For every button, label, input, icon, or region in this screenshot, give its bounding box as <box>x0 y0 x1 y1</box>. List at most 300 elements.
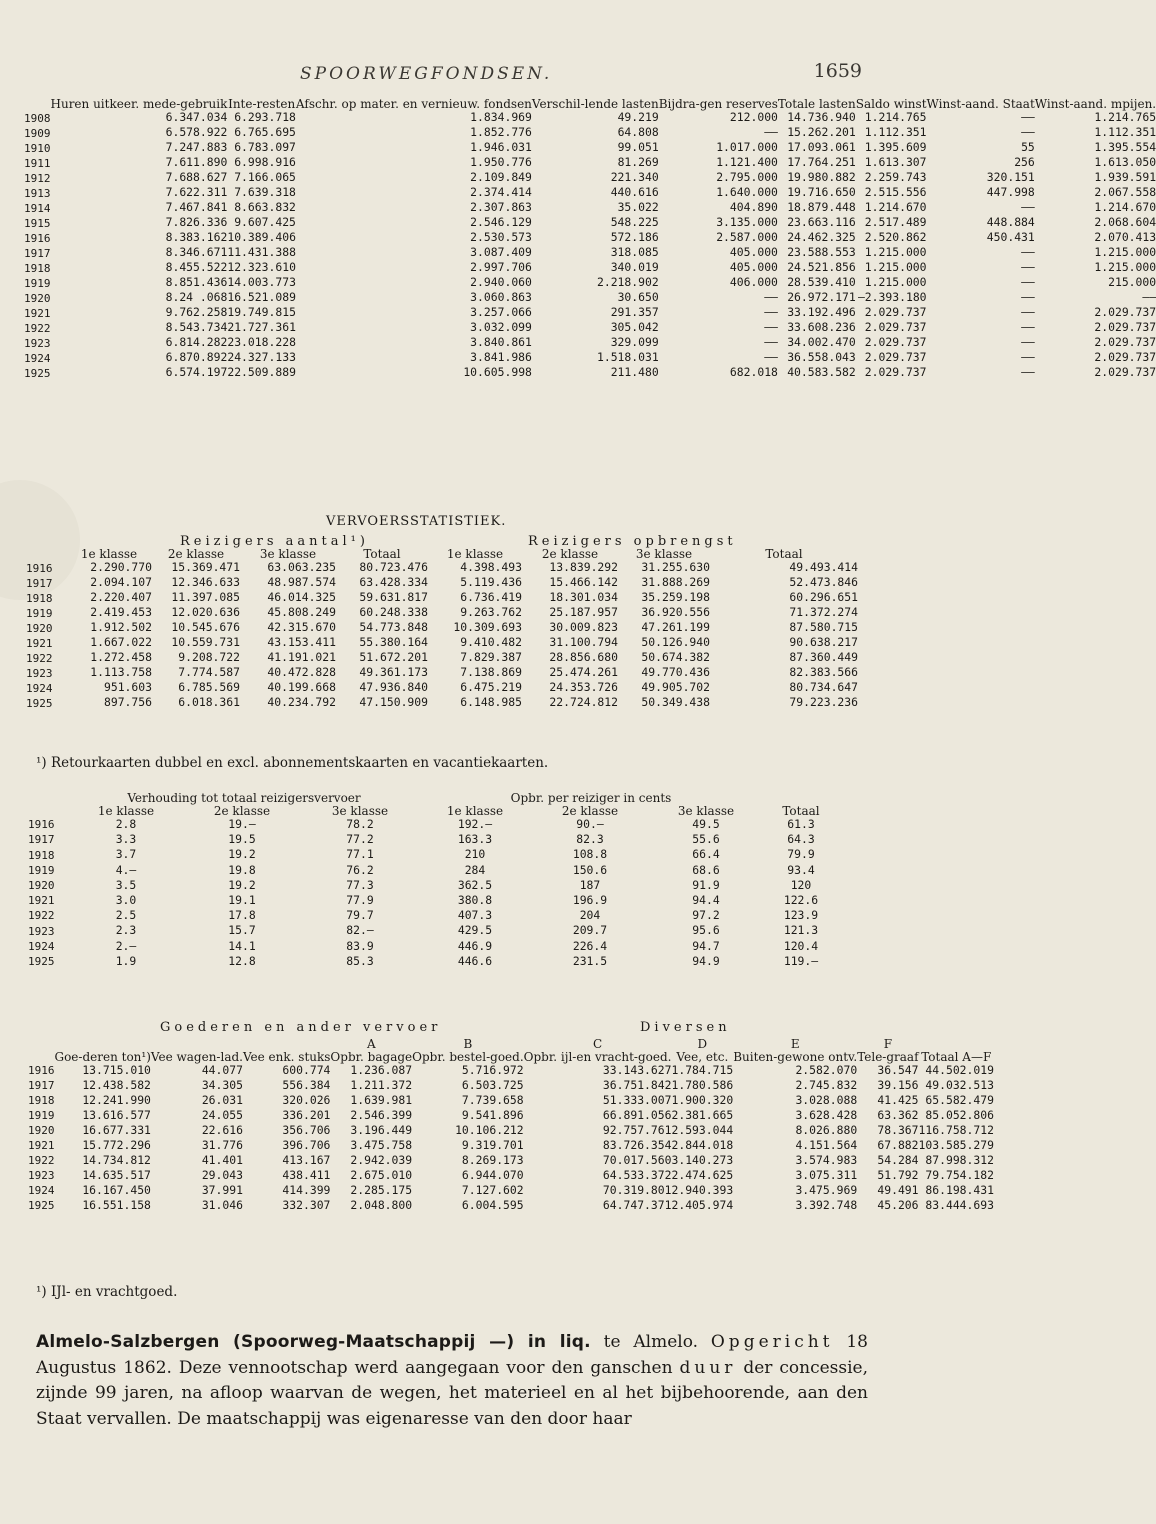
value-cell: 1.834.969 <box>470 110 532 125</box>
table-row <box>28 832 840 847</box>
value-cell: 1.214.765 <box>864 110 927 125</box>
value-cell: 226.4 <box>572 938 608 953</box>
value-cell: 7.127.602 <box>461 1182 524 1197</box>
year-cell: 1925 <box>28 1199 55 1213</box>
value-cell: 64.3 <box>787 832 815 847</box>
table-row <box>24 306 1156 321</box>
value-cell: —— <box>1021 260 1035 275</box>
value-cell: 2.029.737 <box>864 305 927 320</box>
table-row <box>28 1123 994 1138</box>
table-row <box>24 216 1156 231</box>
year-cell: 1925 <box>28 954 55 968</box>
table-row <box>24 291 1156 306</box>
value-cell: 2.940.060 <box>470 275 532 290</box>
value-cell: 44.077 <box>201 1062 243 1077</box>
table-header-row <box>28 1051 994 1064</box>
value-cell: 43.153.411 <box>267 635 336 650</box>
column-header: Winst-aand. Staat <box>926 97 1035 111</box>
value-cell: 39.156 <box>877 1077 919 1092</box>
table-row <box>28 1138 994 1153</box>
table-row <box>24 351 1156 366</box>
year-cell: 1916 <box>28 1064 55 1078</box>
reizigers-aantal-heading: Reizigers aantal¹) <box>180 534 369 549</box>
value-cell: 15.369.471 <box>171 560 240 575</box>
value-cell: 40.472.828 <box>267 665 336 680</box>
value-cell: 85.052.806 <box>925 1107 994 1122</box>
value-cell: 380.8 <box>457 893 493 908</box>
table-row <box>24 111 1156 126</box>
value-cell: 15.7 <box>228 923 256 938</box>
value-cell: 16.677.331 <box>82 1122 151 1137</box>
value-cell: 1.395.609 <box>864 140 927 155</box>
value-cell: 119.— <box>783 953 819 968</box>
value-cell: 1.946.031 <box>470 140 532 155</box>
value-cell: —— <box>1021 350 1035 365</box>
value-cell: 3.628.428 <box>795 1107 858 1122</box>
value-cell: 7.639.318 <box>234 185 296 200</box>
value-cell: 7.467.841 <box>165 200 228 215</box>
value-cell: 8.346.671 <box>165 245 228 260</box>
column-header: 1e klasse <box>446 547 504 561</box>
value-cell: 1.112.351 <box>1094 125 1156 140</box>
value-cell: 40.583.582 <box>787 365 856 380</box>
value-cell: 2.220.407 <box>90 590 152 605</box>
value-cell: 8.543.734 <box>165 320 228 335</box>
value-cell: 23.663.116 <box>787 215 856 230</box>
value-cell: 77.3 <box>346 877 374 892</box>
value-cell: 2.218.902 <box>596 275 659 290</box>
column-letter: C <box>592 1037 603 1051</box>
table-row <box>28 1153 994 1168</box>
column-header: 1e klasse <box>80 547 138 561</box>
value-cell: 31.776 <box>201 1137 243 1152</box>
value-cell: 31.046 <box>201 1197 243 1212</box>
value-cell: 3.392.748 <box>795 1197 858 1212</box>
value-cell: 36.920.556 <box>641 605 710 620</box>
column-header: 2e klasse <box>561 803 619 818</box>
value-cell: 9.410.482 <box>460 635 522 650</box>
year-cell: 1920 <box>24 291 51 305</box>
value-cell: 211.480 <box>610 365 659 380</box>
value-cell: 8.24 .068 <box>165 290 228 305</box>
value-cell: 28.856.680 <box>549 650 618 665</box>
value-cell: 54.773.848 <box>359 620 428 635</box>
year-cell: 1910 <box>24 141 51 155</box>
value-cell: 4.151.564 <box>795 1137 858 1152</box>
value-cell: 17.764.251 <box>787 155 856 170</box>
value-cell: 15.466.142 <box>549 575 618 590</box>
value-cell: 60.296.651 <box>789 590 858 605</box>
value-cell: 2.474.625 <box>671 1167 734 1182</box>
value-cell: —— <box>1021 125 1035 140</box>
year-cell: 1921 <box>28 894 55 908</box>
value-cell: 14.734.812 <box>82 1152 151 1167</box>
value-cell: 3.028.088 <box>795 1092 858 1107</box>
value-cell: 26.031 <box>201 1092 243 1107</box>
value-cell: 209.7 <box>572 923 608 938</box>
value-cell: 405.000 <box>729 245 778 260</box>
value-cell: 305.042 <box>610 320 659 335</box>
value-cell: 5.119.436 <box>460 575 522 590</box>
column-header: Verschil-lende lasten <box>531 97 659 111</box>
value-cell: 97.2 <box>692 908 720 923</box>
value-cell: 65.582.479 <box>925 1092 994 1107</box>
value-cell: 36.547 <box>877 1062 919 1077</box>
value-cell: 22.509.889 <box>227 365 296 380</box>
value-cell: 2.048.800 <box>350 1197 413 1212</box>
value-cell: 63.063.235 <box>267 560 336 575</box>
value-cell: 1.780.586 <box>671 1077 734 1092</box>
value-cell: 336.201 <box>282 1107 331 1122</box>
value-cell: 2.029.737 <box>864 320 927 335</box>
value-cell: 7.611.890 <box>165 155 228 170</box>
column-header: 1e klasse <box>97 803 155 818</box>
company-name: Almelo-Salzbergen (Spoorweg-Maatschappij —) in liq. <box>36 1332 591 1352</box>
table-row <box>24 141 1156 156</box>
table-row <box>24 156 1156 171</box>
column-header: Opbr. ijl-en vracht-goed. <box>523 1049 672 1064</box>
table-row <box>28 1093 994 1108</box>
value-cell: 1.113.758 <box>90 665 152 680</box>
value-cell: 121.3 <box>783 923 819 938</box>
value-cell: 2.029.737 <box>1094 350 1156 365</box>
passenger-table <box>26 548 858 711</box>
value-cell: 14.1 <box>228 938 256 953</box>
value-cell: 63.362 <box>877 1107 919 1122</box>
value-cell: —— <box>764 350 778 365</box>
value-cell: 3.032.099 <box>470 320 532 335</box>
value-cell: 3.257.066 <box>470 305 532 320</box>
year-cell: 1922 <box>28 909 55 923</box>
year-cell: 1923 <box>28 924 55 938</box>
value-cell: —— <box>1021 305 1035 320</box>
value-cell: 7.826.336 <box>165 215 228 230</box>
value-cell: 1.215.000 <box>864 245 927 260</box>
year-cell: 1924 <box>26 681 53 695</box>
value-cell: 70.319.801 <box>602 1182 672 1197</box>
value-cell: 2.259.743 <box>864 170 927 185</box>
value-cell: 78.367 <box>877 1122 919 1137</box>
year-cell: 1918 <box>28 848 55 862</box>
value-cell: 6.578.922 <box>165 125 228 140</box>
verhouding-heading: Verhouding tot totaal reizigersvervoer <box>127 791 361 805</box>
table-row <box>24 261 1156 276</box>
value-cell: 6.814.282 <box>165 335 228 350</box>
value-cell: 64.533.372 <box>602 1167 672 1182</box>
value-cell: 2.374.414 <box>470 185 532 200</box>
value-cell: 8.026.880 <box>795 1122 858 1137</box>
column-header: Goe-deren ton¹) <box>54 1049 151 1064</box>
value-cell: 2.029.737 <box>1094 320 1156 335</box>
value-cell: 3.574.983 <box>795 1152 858 1167</box>
value-cell: 85.3 <box>346 953 374 968</box>
value-cell: 9.762.258 <box>165 305 228 320</box>
value-cell: 2.546.399 <box>350 1107 413 1122</box>
table-row <box>28 954 840 969</box>
column-header: Vee wagen-lad. <box>150 1049 243 1064</box>
table-row <box>26 591 858 606</box>
column-letter: F <box>883 1037 893 1051</box>
value-cell: 2.109.849 <box>470 170 532 185</box>
value-cell: 3.087.409 <box>470 245 532 260</box>
value-cell: 1.900.320 <box>671 1092 734 1107</box>
value-cell: —— <box>1021 365 1035 380</box>
value-cell: 440.616 <box>610 185 659 200</box>
value-cell: 76.2 <box>346 862 374 877</box>
value-cell: 12.346.633 <box>171 575 240 590</box>
year-cell: 1918 <box>28 1094 55 1108</box>
vervoer-title: VERVOERSSTATISTIEK. <box>326 514 507 529</box>
column-header: Bijdra-gen reserves <box>658 97 778 111</box>
value-cell: 80.734.647 <box>789 680 858 695</box>
value-cell: 11.397.085 <box>171 590 240 605</box>
column-header: Opbr. bestel-goed. <box>412 1049 524 1064</box>
value-cell: 49.493.414 <box>789 560 858 575</box>
value-cell: 2.405.974 <box>671 1197 734 1212</box>
company-text: 18 Augustus 1862. Deze vennootschap werd aangegaan voor den ganschen <box>36 1332 868 1378</box>
table-row <box>28 908 840 923</box>
table-row <box>24 171 1156 186</box>
value-cell: 6.503.725 <box>461 1077 524 1092</box>
value-cell: 34.002.470 <box>787 335 856 350</box>
value-cell: 1.667.022 <box>90 635 152 650</box>
value-cell: 46.014.325 <box>267 590 336 605</box>
value-cell: 1.912.502 <box>90 620 152 635</box>
value-cell: 22.724.812 <box>549 695 618 710</box>
value-cell: 2.067.558 <box>1094 185 1156 200</box>
value-cell: 94.9 <box>692 953 720 968</box>
value-cell: 362.5 <box>457 877 493 892</box>
table-row <box>24 336 1156 351</box>
opgericht-label: Opgericht <box>710 1332 834 1352</box>
value-cell: 120 <box>790 877 812 892</box>
value-cell: 450.431 <box>986 230 1035 245</box>
value-cell: 429.5 <box>457 923 493 938</box>
value-cell: 77.2 <box>346 832 374 847</box>
opbrengst-per-reiziger-heading: Opbr. per reiziger in cents <box>510 791 672 805</box>
value-cell: 407.3 <box>457 908 493 923</box>
value-cell: 2.517.489 <box>864 215 927 230</box>
value-cell: 332.307 <box>282 1197 331 1212</box>
value-cell: 1.9 <box>115 953 137 968</box>
value-cell: 2.029.737 <box>864 335 927 350</box>
value-cell: 10.309.693 <box>453 620 522 635</box>
value-cell: 556.384 <box>282 1077 331 1092</box>
value-cell: 78.2 <box>346 817 374 832</box>
value-cell: 3.841.986 <box>470 350 532 365</box>
value-cell: 2.381.665 <box>671 1107 734 1122</box>
value-cell: 8.383.162 <box>165 230 228 245</box>
value-cell: 49.491 <box>877 1182 919 1197</box>
value-cell: 6.018.361 <box>178 695 240 710</box>
value-cell: 3.7 <box>115 847 137 862</box>
value-cell: 60.248.338 <box>359 605 428 620</box>
year-cell: 1920 <box>28 1124 55 1138</box>
year-cell: 1917 <box>28 833 55 847</box>
value-cell: 71.372.274 <box>789 605 858 620</box>
passenger-footnote: ¹) Retourkaarten dubbel en excl. abonnementskaarten en vacantiekaarten. <box>36 755 549 771</box>
column-header: Vee enk. stuks <box>242 1049 331 1064</box>
value-cell: 22.616 <box>201 1122 243 1137</box>
column-header: 3e klasse <box>259 547 317 561</box>
year-cell: 1923 <box>26 666 53 680</box>
value-cell: 13.715.010 <box>82 1062 151 1077</box>
table-row <box>28 893 840 908</box>
table-row <box>24 186 1156 201</box>
value-cell: 7.688.627 <box>165 170 228 185</box>
year-cell: 1920 <box>28 879 55 893</box>
value-cell: 64.747.371 <box>602 1197 672 1212</box>
value-cell: 1.017.000 <box>716 140 778 155</box>
value-cell: 31.100.794 <box>549 635 618 650</box>
value-cell: 19.1 <box>228 893 256 908</box>
value-cell: 28.539.410 <box>787 275 856 290</box>
value-cell: 196.9 <box>572 893 608 908</box>
year-cell: 1916 <box>24 231 51 245</box>
value-cell: 212.000 <box>729 110 778 125</box>
value-cell: 414.399 <box>282 1182 331 1197</box>
year-cell: 1924 <box>28 939 55 953</box>
value-cell: 30.650 <box>617 290 659 305</box>
value-cell: 14.635.517 <box>82 1167 151 1182</box>
column-header: Saldo winst <box>855 97 927 111</box>
value-cell: 1.215.000 <box>1094 260 1156 275</box>
value-cell: 9.319.701 <box>461 1137 524 1152</box>
value-cell: 3.840.861 <box>470 335 532 350</box>
year-cell: 1922 <box>26 651 53 665</box>
value-cell: 2.844.018 <box>671 1137 734 1152</box>
value-cell: 19.2 <box>228 877 256 892</box>
table-row <box>24 231 1156 246</box>
value-cell: 2.520.862 <box>864 230 927 245</box>
value-cell: 59.631.817 <box>359 590 428 605</box>
table-row <box>28 848 840 863</box>
column-header: Tele-graaf <box>857 1049 919 1064</box>
value-cell: 41.401 <box>201 1152 243 1167</box>
column-letter: E <box>790 1037 800 1051</box>
value-cell: 15.262.201 <box>787 125 856 140</box>
table-row <box>28 1063 994 1078</box>
value-cell: 23.018.228 <box>227 335 296 350</box>
table-header-row <box>28 805 840 818</box>
value-cell: 25.474.261 <box>549 665 618 680</box>
value-cell: 24.521.856 <box>787 260 856 275</box>
value-cell: 16.521.089 <box>227 290 296 305</box>
value-cell: 55.6 <box>692 832 720 847</box>
value-cell: 40.234.792 <box>267 695 336 710</box>
value-cell: —— <box>1021 245 1035 260</box>
value-cell: 1.121.400 <box>716 155 778 170</box>
column-header: 3e klasse <box>677 803 735 818</box>
value-cell: 356.706 <box>282 1122 331 1137</box>
table-group-header-row <box>28 792 840 805</box>
value-cell: 6.785.569 <box>178 680 240 695</box>
year-cell: 1917 <box>28 1079 55 1093</box>
value-cell: 122.6 <box>783 893 819 908</box>
value-cell: 3.060.863 <box>470 290 532 305</box>
value-cell: 6.870.892 <box>165 350 228 365</box>
value-cell: 404.890 <box>729 200 778 215</box>
year-cell: 1922 <box>28 1154 55 1168</box>
value-cell: 2.940.393 <box>671 1182 734 1197</box>
value-cell: 10.389.406 <box>227 230 296 245</box>
value-cell: 192.— <box>457 817 493 832</box>
value-cell: 3.475.758 <box>350 1137 413 1152</box>
value-cell: 405.000 <box>729 260 778 275</box>
value-cell: 36.751.842 <box>602 1077 672 1092</box>
value-cell: 10.605.998 <box>463 365 532 380</box>
value-cell: 1.214.765 <box>1094 110 1156 125</box>
value-cell: 7.138.869 <box>460 665 522 680</box>
value-cell: —— <box>764 335 778 350</box>
value-cell: 2.675.010 <box>350 1167 413 1182</box>
value-cell: 18.879.448 <box>787 200 856 215</box>
table-row <box>26 666 858 681</box>
year-cell: 1922 <box>24 321 51 335</box>
year-cell: 1917 <box>24 246 51 260</box>
value-cell: 256 <box>1014 155 1035 170</box>
value-cell: 35.259.198 <box>641 590 710 605</box>
value-cell: 15.772.296 <box>82 1137 151 1152</box>
value-cell: 1.214.670 <box>1094 200 1156 215</box>
column-header: 1e klasse <box>446 803 504 818</box>
value-cell: 86.198.431 <box>925 1182 994 1197</box>
table-row <box>28 863 840 878</box>
value-cell: 3.5 <box>115 877 137 892</box>
value-cell: 50.674.382 <box>641 650 710 665</box>
value-cell: 7.247.883 <box>165 140 228 155</box>
value-cell: 9.607.425 <box>234 215 296 230</box>
value-cell: 47.150.909 <box>359 695 428 710</box>
value-cell: 49.5 <box>692 817 720 832</box>
value-cell: 2.029.737 <box>1094 335 1156 350</box>
value-cell: 6.998.916 <box>234 155 296 170</box>
value-cell: 49.219 <box>617 110 659 125</box>
year-cell: 1909 <box>24 126 51 140</box>
value-cell: 2.593.044 <box>671 1122 734 1137</box>
value-cell: 6.148.985 <box>460 695 522 710</box>
value-cell: 5.716.972 <box>461 1062 524 1077</box>
value-cell: 291.357 <box>610 305 659 320</box>
value-cell: 1.613.307 <box>864 155 927 170</box>
value-cell: 55 <box>1021 140 1035 155</box>
value-cell: 31.888.269 <box>641 575 710 590</box>
value-cell: 1.272.458 <box>90 650 152 665</box>
page-number: 1659 <box>813 60 862 82</box>
value-cell: —— <box>1021 290 1035 305</box>
value-cell: 94.7 <box>692 938 720 953</box>
value-cell: 12.438.582 <box>82 1077 151 1092</box>
column-header: Vee, etc. <box>676 1049 729 1064</box>
value-cell: 3.075.311 <box>795 1167 858 1182</box>
value-cell: 2.745.832 <box>795 1077 858 1092</box>
value-cell: 48.987.574 <box>267 575 336 590</box>
value-cell: 340.019 <box>610 260 659 275</box>
value-cell: 66.891.056 <box>602 1107 672 1122</box>
value-cell: 19.5 <box>228 832 256 847</box>
value-cell: 6.736.419 <box>460 590 522 605</box>
value-cell: 396.706 <box>282 1137 331 1152</box>
value-cell: 3.0 <box>115 893 137 908</box>
column-header: Opbr. bagage <box>330 1049 413 1064</box>
value-cell: —— <box>1021 275 1035 290</box>
value-cell: 3.196.449 <box>350 1122 413 1137</box>
value-cell: 448.884 <box>986 215 1035 230</box>
value-cell: 6.347.034 <box>165 110 228 125</box>
value-cell: 3.140.273 <box>671 1152 734 1167</box>
value-cell: 82.— <box>346 923 374 938</box>
value-cell: 52.473.846 <box>789 575 858 590</box>
